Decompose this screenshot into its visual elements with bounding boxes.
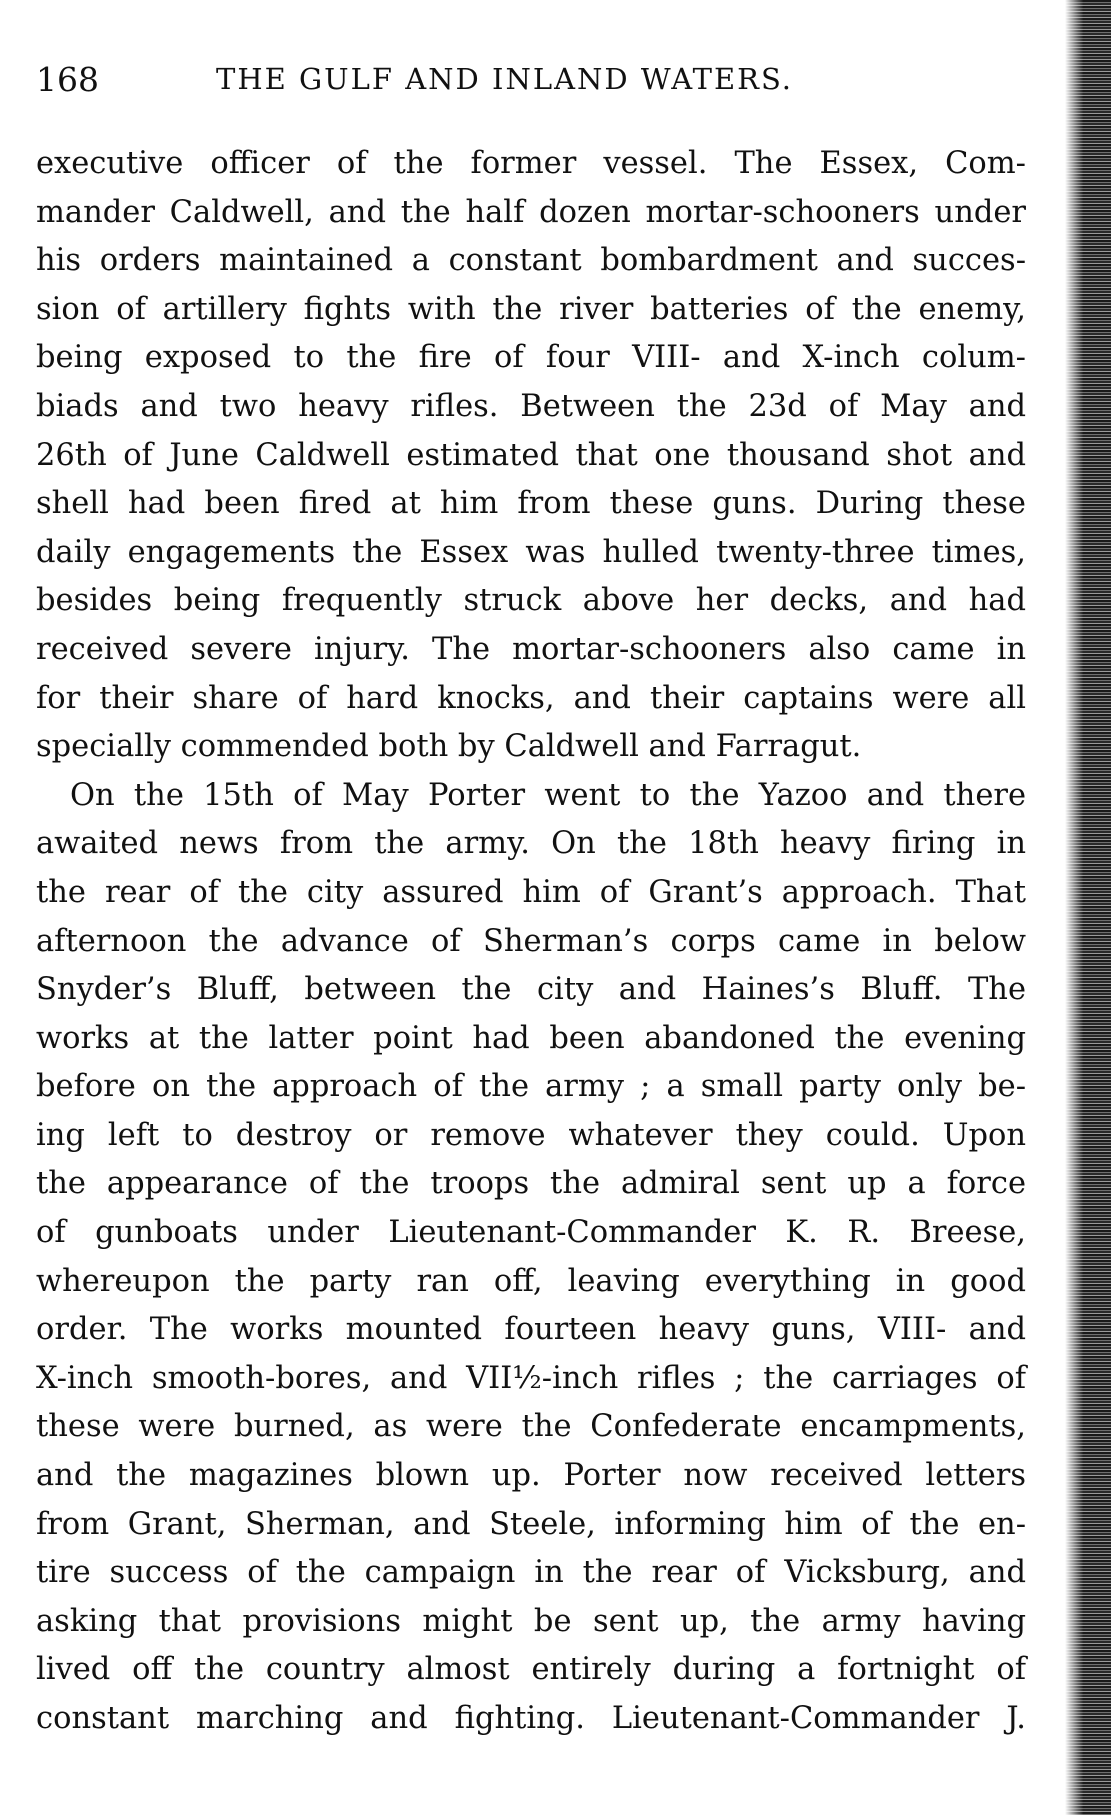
text-line: being exposed to the fire of four VIII- and X-inch colum- — [36, 340, 1026, 376]
running-head: THE GULF AND INLAND WATERS. — [216, 62, 794, 96]
text-line: afternoon the advance of Sherman’s corps came in below — [36, 923, 1026, 959]
text-line: shell had been fired at him from these guns. During these — [36, 486, 1026, 522]
text-line: whereupon the party ran off, leaving everything in good — [36, 1263, 1026, 1299]
text-line: order. The works mounted fourteen heavy guns, VIII- and — [36, 1312, 1026, 1348]
text-line: sion of artillery fights with the river batteries of the enemy, — [36, 291, 1026, 327]
page-header — [36, 60, 1036, 100]
text-line: daily engagements the Essex was hulled twenty-three times, — [36, 534, 1026, 570]
paragraph-2 — [36, 772, 1026, 1744]
text-line: for their share of hard knocks, and their captains were all — [36, 680, 1026, 716]
text-line: and the magazines blown up. Porter now received letters — [36, 1458, 1026, 1494]
text-line: tire success of the campaign in the rear of Vicksburg, and — [36, 1555, 1026, 1591]
text-line: Snyder’s Bluff, between the city and Haines’s Bluff. The — [36, 972, 1026, 1008]
text-line: before on the approach of the army ; a small party only be- — [36, 1069, 1026, 1105]
paragraph-1 — [36, 140, 1026, 772]
text-line: constant marching and fighting. Lieutenant-Commander J. — [36, 1701, 1026, 1736]
text-line: works at the latter point had been abandoned the evening — [36, 1020, 1026, 1056]
text-line: the rear of the city assured him of Grant’s approach. That — [36, 874, 1026, 910]
text-line: these were burned, as were the Confederate encampments, — [36, 1409, 1026, 1445]
text-line: ing left to destroy or remove whatever they could. Upon — [36, 1117, 1026, 1153]
text-line: his orders maintained a constant bombardment and succes- — [36, 243, 1026, 279]
page-number: 168 — [36, 60, 99, 99]
text-line: mander Caldwell, and the half dozen mortar-schooners under — [36, 194, 1026, 230]
text-line: X-inch smooth-bores, and VII½-inch rifles ; the carriages of — [36, 1360, 1026, 1396]
page-binding-edge — [1065, 0, 1111, 1815]
text-line: On the 15th of May Porter went to the Yazoo and there — [70, 777, 1026, 813]
text-line: specially commended both by Caldwell and Farragut. — [36, 729, 862, 765]
text-line: of gunboats under Lieutenant-Commander K. R. Breese, — [36, 1215, 1026, 1251]
text-line: executive officer of the former vessel. The Essex, Com- — [36, 146, 1026, 181]
text-line: 26th of June Caldwell estimated that one thousand shot and — [36, 437, 1026, 473]
text-line: lived off the country almost entirely during a fortnight of — [36, 1652, 1026, 1688]
text-line: from Grant, Sherman, and Steele, informing him of the en- — [36, 1506, 1026, 1542]
text-line: received severe injury. The mortar-schooners also came in — [36, 631, 1026, 667]
text-line: awaited news from the army. On the 18th heavy firing in — [36, 826, 1026, 862]
text-line: besides being frequently struck above her decks, and had — [36, 583, 1026, 619]
text-line: the appearance of the troops the admiral sent up a force — [36, 1166, 1026, 1202]
body-text — [36, 140, 1026, 1744]
text-line: asking that provisions might be sent up, the army having — [36, 1603, 1026, 1639]
text-line: biads and two heavy rifles. Between the 23d of May and — [36, 388, 1026, 424]
